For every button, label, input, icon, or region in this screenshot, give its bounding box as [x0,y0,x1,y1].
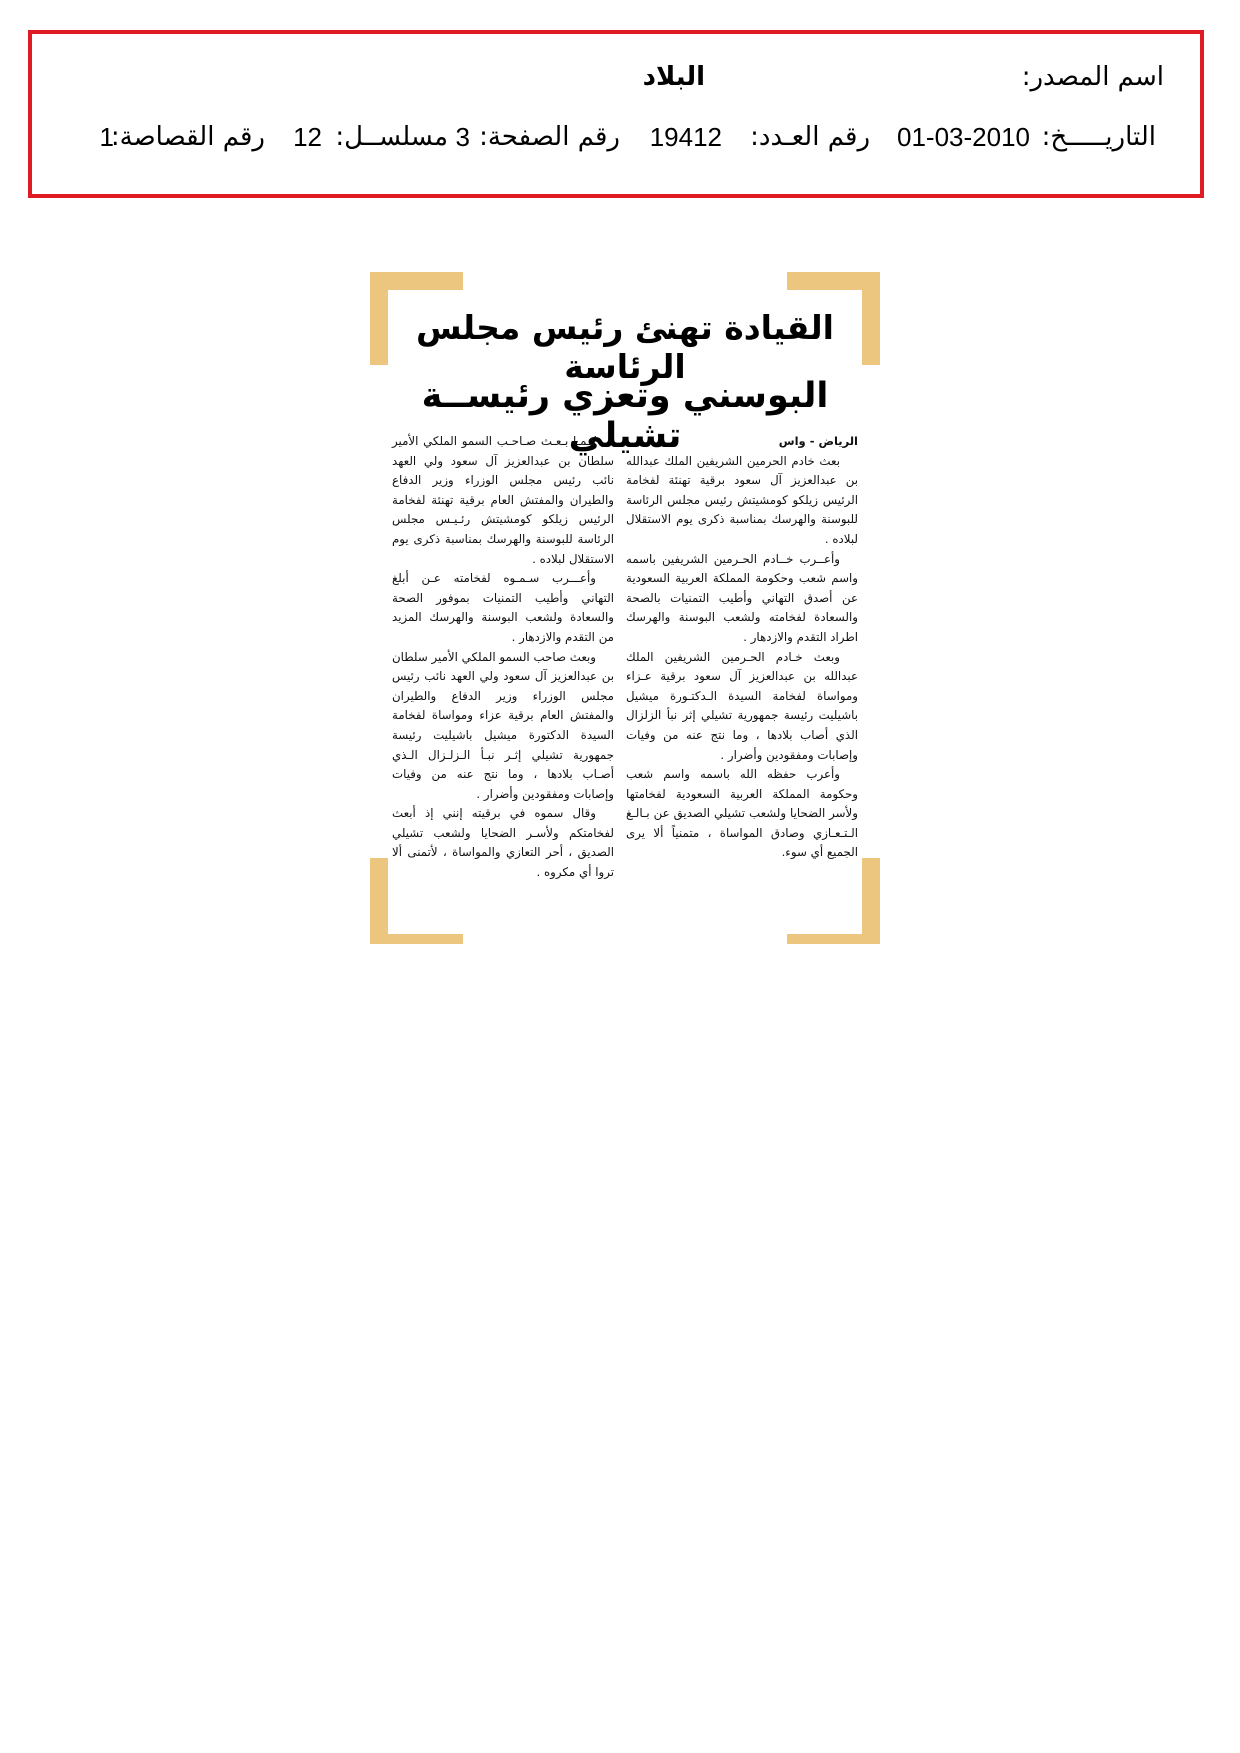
clip-label: رقم القصاصة: [110,122,265,152]
page-label: رقم الصفحة: [479,122,620,152]
headline-line-1: القيادة تهنئ رئيس مجلس الرئاسة [416,308,834,386]
newspaper-clipping [370,272,880,944]
article-paragraph: وأعــرب خــادم الحـرمين الشريفين باسمه واسم شعب وحكومة المملكة العربية السعودية عن أصدق التهاني وأطيب التمنيات بالصحة والسعادة لفخامته ولشعب البوسنة والهرسك اطراد التقدم والازدهار . [626,551,858,644]
article-paragraph: وأعرب حفظه الله باسمه واسم شعب وحكومة المملكة العربية السعودية لفخامتها ولأسر الضحايا ولشعب تشيلي الصديق عن بـالـغ الـتـعـازي وصادق المواساة ، متمنياً ألا يرى الجميع أي سوء. [626,767,858,860]
clip-value: 1 [99,122,114,152]
source-value: البلاد [642,62,705,92]
serial-label: مسلســل: [335,122,448,152]
date-value: 01-03-2010 [897,122,1030,152]
corner-bracket-bottom-right-inner [787,858,862,934]
headline-line-2: البوسني وتعزي رئيســة تشيلي [421,376,829,456]
article-paragraph: وبعث صاحب السمو الملكي الأمير سلطان بن عبدالعزيز آل سعود ولي العهد نائب رئيس مجلس الوزراء وزير الدفاع والطيران والمفتش العام برقية عزاء ومواساة لفخامة السيدة الدكتورة ميشيل باشيليت رئيسة جمهورية تشيلي إثـر نبـأ الـزلـزال الـذي أصـاب بلادها ، وما نتج عنه من وفيات وإصابات ومفقودين وأضرار . [392,649,614,801]
date-label: التاريـــــخ: [1041,122,1156,152]
article-paragraph: وقال سموه في برقيته إنني إذ أبعث لفخامتكم ولأسـر الضحايا ولشعب تشيلي الصديق ، أحر التعازي والمواساة ، لأتمنى ألا تروا أي مكروه . [392,806,614,880]
article-paragraph: بعث خادم الحرمين الشريفين الملك عبدالله بن عبدالعزيز آل سعود برقية تهنئة لفخامة الرئيس زيلكو كومشيتش رئيس مجلس الرئاسة للبوسنة والهرسك بمناسبة ذكرى يوم الاستقلال لبلاده . [626,453,858,546]
article-column-left [392,432,614,883]
page-value: 3 [455,122,470,152]
issue-value: 19412 [649,122,722,152]
issue-label: رقم العـدد: [750,122,870,152]
source-label: اسم المصدر: [1021,62,1164,92]
article-column-right [626,432,858,863]
source-metadata-box [28,30,1204,198]
article-paragraph: وأعـــرب سـمـوه لفخامته عـن أبلغ التهاني وأطيب التمنيات بموفور الصحة والسعادة ولشعب البوسنة والهرسك المزيد من التقدم والازدهار . [392,571,614,644]
serial-value: 12 [293,122,322,152]
article-paragraph: كـمـا بـعـث صـاحـب السمو الملكي الأمير سلطان بن عبدالعزيز آل سعود ولي العهد نائب رئيس مجلس الوزراء وزير الدفاع والطيران والمفتش العام برقية تهنئة لفخامة الرئيس زيلكو كومشيتش رئـيـس مجلس الرئاسة للبوسنة والهرسك بمناسبة ذكرى يوم الاستقلال لبلاده . [392,434,614,566]
article-paragraph: وبعث خـادم الحـرمين الشريفين الملك عبدالله بن عبدالعزيز آل سعود برقية عـزاء ومواساة لفخامة السيدة الـدكتـورة ميشيل باشيليت رئيسة جمهورية تشيلي إثر نبأ الزلزال الذي أصاب بلادها ، وما نتج عنه من وفيات وإصابات ومفقودين وأضرار . [626,649,858,762]
dateline: الرياض - واس [778,434,858,448]
